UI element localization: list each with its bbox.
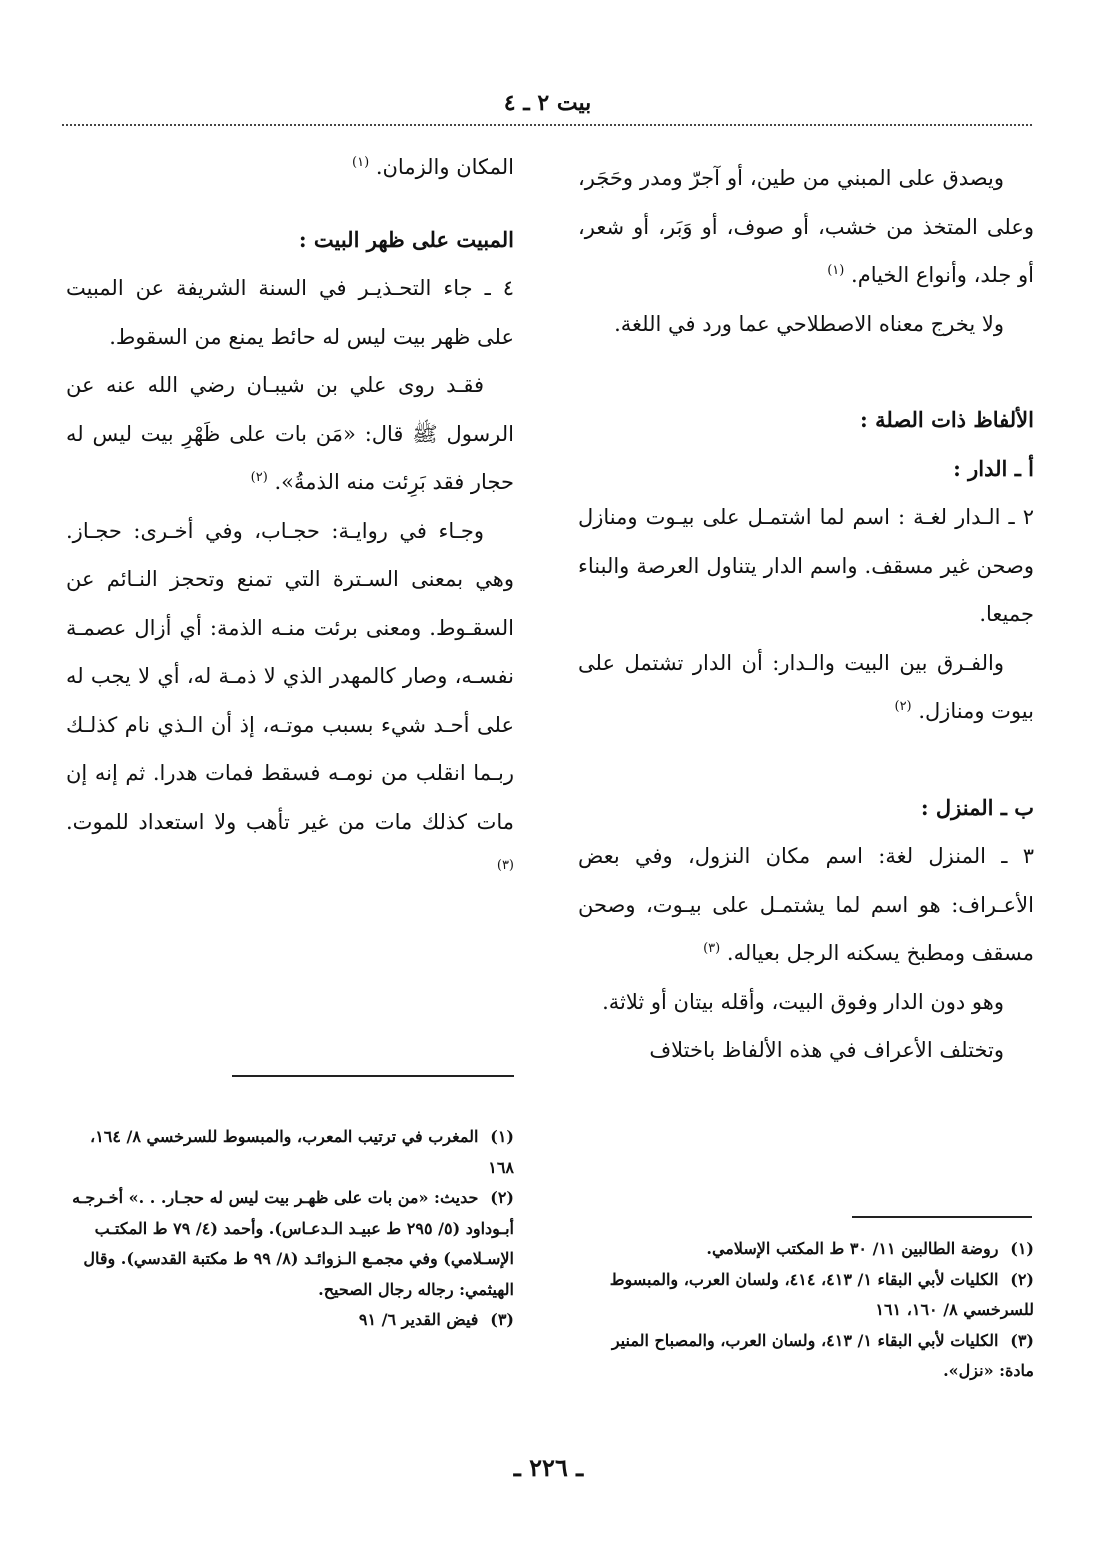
footnote-number: (٣) — [490, 1310, 514, 1329]
paragraph — [578, 978, 1034, 1027]
footnote — [578, 1265, 1034, 1326]
footnote-number: (١) — [1010, 1239, 1034, 1258]
footnote-ref: (٣) — [496, 858, 514, 873]
paragraph — [578, 300, 1034, 349]
page-number: ـ ٢٢٦ ـ — [513, 1453, 584, 1482]
paragraph — [578, 493, 1034, 639]
paragraph — [66, 507, 514, 895]
footnote — [66, 1183, 514, 1305]
footnote-text: الكليات لأبي البقاء ١/ ٤١٣، ٤١٤، ولسان العرب، والمبسوط للسرخسي ٨/ ١٦٠، ١٦١ — [609, 1269, 1034, 1319]
paragraph-text: وجـاء في روايـة: حجـاب، وفي أخـرى: حجـاز. وهي بمعنى السـترة التي تمنع وتحجز النـائم عن السقـوط. ومعنى برئت منـه الذمة: أي أزال عصمـة نفسـه، وصار كالمهدر الذي لا ذمـة له، أي لا يجب له على أحـد شيء بسبب موتـه، إذ أن الـذي نام كذلـك ربـما انقلب من نومـه فسقط فمات هدرا. ثم إنه إن مات كذلك مات من غير تأهب ولا استعداد للموت. — [66, 518, 514, 834]
paragraph-text: والفـرق بين البيت والـدار: أن الدار تشتمل على بيوت ومنازل. — [578, 650, 1034, 723]
footnote-text: فيض القدير ٦/ ٩١ — [358, 1310, 479, 1329]
paragraph — [66, 264, 514, 361]
header-divider — [62, 124, 1032, 126]
footnote-ref: (٢) — [250, 470, 268, 485]
footnote-text: روضة الطالبين ١١/ ٣٠ ط المكتب الإسلامي. — [706, 1239, 999, 1258]
section-heading-mabit: المبيت على ظهر البيت : — [298, 226, 514, 252]
right-column — [578, 154, 1034, 1075]
footnote — [66, 1305, 514, 1336]
footnote-divider — [852, 1216, 1032, 1218]
footnote-number: (١) — [490, 1127, 514, 1146]
footnote-text: حديث: «من بات على ظهـر بيت ليس له حجـار. . .» أخـرجـه أبـوداود (٥/ ٢٩٥ ط عبيـد الـدعـاس). وأحمد (٤/ ٧٩ ط المكتـب الإسـلامي) وفي مجمـع الـزوائـد (٨/ ٩٩ ط مكتبة القدسي). وقال الهيثمي: رجاله رجال الصحيح. — [72, 1188, 514, 1299]
paragraph-text: ٣ ـ المنزل لغة: اسم مكان النزول، وفي بعض الأعـراف: هو اسم لما يشتمـل على بيـوت، وصحن مسقف ومطبخ يسكنه الرجل بعياله. — [578, 844, 1034, 965]
paragraph — [66, 143, 514, 192]
paragraph — [66, 361, 514, 507]
footnote-ref: (٢) — [894, 699, 912, 714]
paragraph-text: المكان والزمان. — [375, 155, 514, 179]
paragraph-text: وهو دون الدار وفوق البيت، وأقله بيتان أو ثلاثة. — [602, 989, 1004, 1014]
paragraph-text: وتختلف الأعراف في هذه الألفاظ باختلاف — [649, 1038, 1004, 1062]
subheading-dar: أ ـ الدار : — [953, 455, 1034, 481]
footnote-number: (٢) — [490, 1188, 514, 1207]
footnote-text: المغرب في ترتيب المعرب، والمبسوط للسرخسي ٨/ ١٦٤، ١٦٨ — [90, 1127, 514, 1177]
footnote-ref: (١) — [827, 263, 845, 278]
paragraph — [578, 832, 1034, 978]
footnotes-left — [66, 1122, 514, 1336]
footnote-text: الكليات لأبي البقاء ١/ ٤١٣، ولسان العرب، والمصباح المنير مادة: «نزل». — [611, 1330, 1034, 1380]
paragraph-text: ٢ ـ الـدار لغـة : اسم لما اشتمـل على بيـوت ومنازل وصحن غير مسقف. واسم الدار يتناول العرصة والبناء جميعا. — [578, 505, 1034, 626]
paragraph — [578, 154, 1034, 300]
footnote — [578, 1326, 1034, 1387]
page-header: بيت ٢ ـ ٤ — [503, 90, 592, 116]
paragraph-text: ويصدق على المبني من طين، أو آجرّ ومدر وحَجَر، وعلى المتخذ من خشب، أو صوف، أو وَبَر، أو شعر، أو جلد، وأنواع الخيام. — [578, 166, 1034, 287]
footnote-ref: (١) — [352, 155, 370, 170]
paragraph-text: ولا يخرج معناه الاصطلاحي عما ورد في اللغة. — [614, 311, 1004, 336]
paragraph-text: فقـد روى علي بن شيبـان رضي الله عنه عن الرسول ﷺ قال: «مَن بات على ظَهْرِ بيت ليس له حجار فقد بَرِئت منه الذمةُ». — [66, 373, 514, 494]
footnote — [66, 1122, 514, 1183]
subheading-manzil: ب ـ المنزل : — [920, 794, 1034, 820]
paragraph — [578, 1026, 1034, 1075]
footnote-divider — [232, 1075, 514, 1077]
left-column — [66, 143, 514, 895]
footnotes-right — [578, 1234, 1034, 1387]
paragraph-text: ٤ ـ جاء التحـذيـر في السنة الشريفة عن المبيت على ظهر بيت ليس له حائط يمنع من السقوط. — [66, 276, 514, 349]
footnote-ref: (٣) — [703, 941, 721, 956]
footnote — [578, 1234, 1034, 1265]
footnote-number: (٢) — [1010, 1269, 1034, 1289]
paragraph — [578, 639, 1034, 736]
section-heading-related: الألفاظ ذات الصلة : — [860, 407, 1034, 432]
footnote-number: (٣) — [1010, 1330, 1034, 1350]
